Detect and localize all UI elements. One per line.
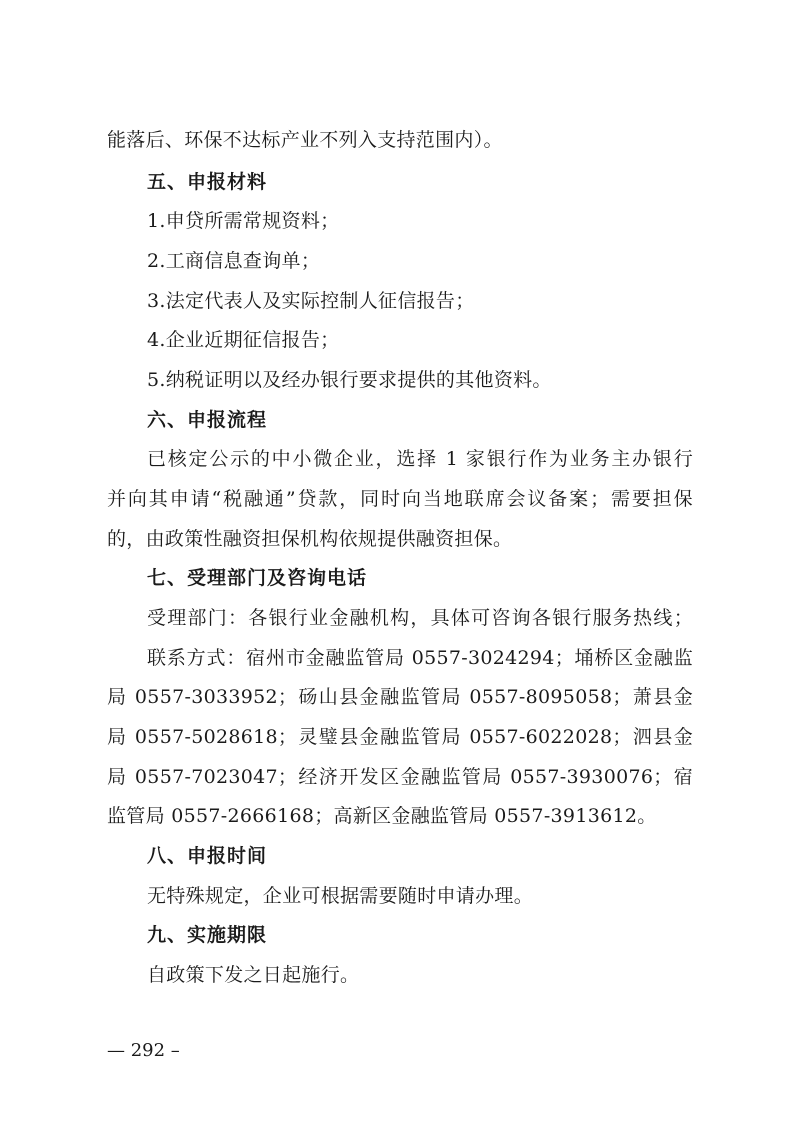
paragraph-line: 无特殊规定，企业可根据需要随时申请办理。 bbox=[147, 885, 534, 907]
section-heading-7: 七、受理部门及咨询电话 bbox=[147, 567, 368, 589]
paragraph-line: 并向其申请“税融通”贷款，同时向当地联席会议备案；需要担保 bbox=[107, 488, 693, 510]
section-heading-5: 五、申报材料 bbox=[147, 171, 268, 193]
paragraph-line: 自政策下发之日起施行。 bbox=[147, 964, 360, 986]
text-line: 能落后、环保不达标产业不列入支持范围内）。 bbox=[107, 129, 503, 151]
page-number: — 292 – bbox=[107, 1040, 180, 1061]
paragraph-line: 监管局 0557-2666168；高新区金融监管局 0557-3913612。 bbox=[107, 805, 657, 827]
list-item: 1.申贷所需常规资料； bbox=[147, 210, 340, 232]
list-item: 3.法定代表人及实际控制人征信报告； bbox=[147, 290, 475, 312]
paragraph-line: 局 0557-7023047；经济开发区金融监管局 0557-3930076；宿 bbox=[107, 766, 693, 788]
paragraph-line: 联系方式：宿州市金融监管局 0557-3024294；埇桥区金融监 bbox=[147, 647, 693, 669]
section-heading-6: 六、申报流程 bbox=[147, 409, 268, 431]
paragraph-line: 受理部门：各银行业金融机构，具体可咨询各银行服务热线； bbox=[147, 607, 693, 629]
paragraph-line: 已核定公示的中小微企业，选择 1 家银行作为业务主办银行 bbox=[147, 448, 693, 470]
paragraph-line: 的，由政策性融资担保机构依规提供融资担保。 bbox=[107, 528, 513, 550]
section-heading-8: 八、申报时间 bbox=[147, 845, 268, 867]
section-heading-9: 九、实施期限 bbox=[147, 924, 268, 946]
list-item: 5.纳税证明以及经办银行要求提供的其他资料。 bbox=[147, 369, 552, 391]
paragraph-line: 局 0557-3033952；砀山县金融监管局 0557-8095058；萧县金 bbox=[107, 686, 693, 708]
paragraph-line: 局 0557-5028618；灵璧县金融监管局 0557-6022028；泗县金 bbox=[107, 726, 693, 748]
list-item: 4.企业近期征信报告； bbox=[147, 329, 340, 351]
list-item: 2.工商信息查询单； bbox=[147, 250, 321, 272]
